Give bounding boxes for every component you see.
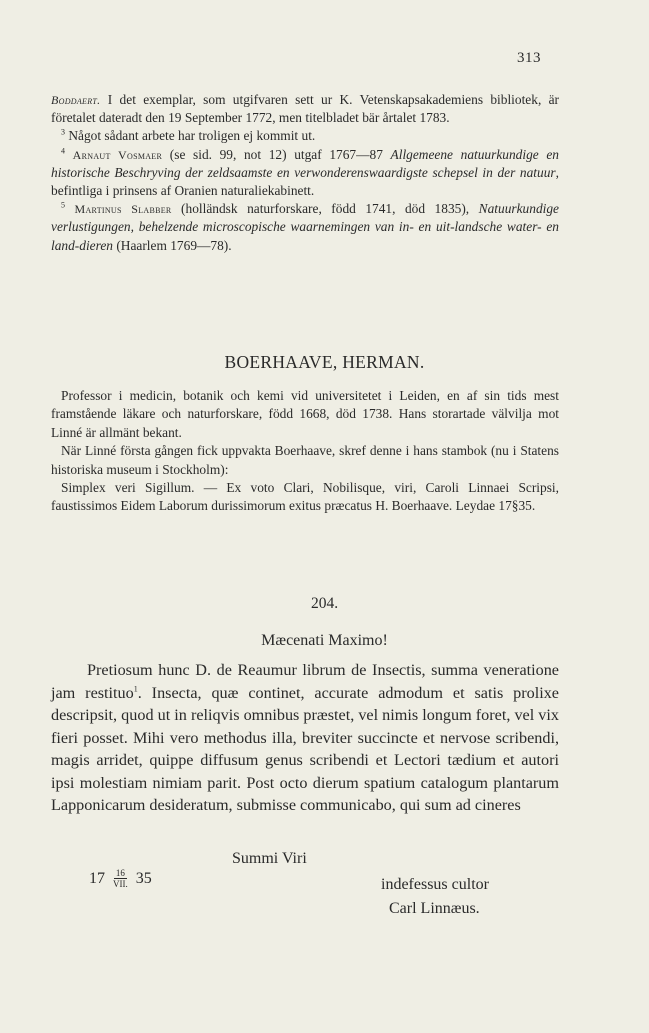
footnote-author: Boddaert. (51, 93, 101, 107)
footnote-continuation: Boddaert. I det exemplar, som utgifvaren sett ur K. Vetenskapsakademiens bibliotek, är företalet dateradt den 19 September 1772, men titelbladet bär årtalet 1783. (51, 92, 559, 126)
date-fraction: $\frac{16}{\text{VII.}}$ (113, 868, 128, 889)
intro-paragraph-1: Professor i medicin, botanik och kemi vid universitetet i Leiden, en af sin tids mest framstående läkare och naturforskare, född 1668, död 1738. Hans storartade välvilja mot Linné är allmänt bekant. (51, 388, 559, 440)
letter-body (51, 659, 559, 817)
footnote-5: $^5$ Martinus Slabber (holländsk naturforskare, född 1741, död 1835), Natuurkundige verlustigungen, behelzende microscopische waarnemingen van in- en uit-landsche water- en land-dieren (Haarlem 1769—78). (51, 200, 559, 253)
signature-name: Carl Linnæus. (389, 900, 480, 917)
letter-number: 204. (310, 595, 339, 612)
intro-text (51, 387, 559, 516)
intro-paragraph-2: När Linné första gången fick uppvakta Boerhaave, skref denne i hans stambok (nu i Statens historiska museum i Stockholm): (51, 443, 559, 477)
page-number: 313 (517, 50, 541, 66)
letter-date: 17 $\frac{16}{\text{VII.}}$ 35 (89, 868, 152, 889)
salutation: Mæcenati Maximo! (261, 632, 388, 649)
intro-paragraph-3: Simplex veri Sigillum. — Ex voto Clari, Nobilisque, viri, Caroli Linnaei Scripsi, faustissimos Eidem Laborum durissimorum exitus præcatus H. Boerhaave. Leydae 17§35. (51, 480, 559, 514)
footnotes (51, 91, 559, 255)
closing: Summi Viri (232, 850, 307, 867)
footnote-3: $^3$ Något sådant arbete har troligen ej kommit ut. (61, 127, 316, 144)
footnote-4: $^4$ Arnaut Vosmaer (se sid. 99, not 12) utgaf 1767—87 Allgemeene natuurkundige en historische Beschryving der zeldsaamste en verwonderenswaardigste schepsel in der natuur, befintliga i prinsens af Oranien naturaliekabinett. (51, 146, 559, 199)
letter-note-mark: 1 (133, 684, 138, 694)
letter-paragraph: Pretiosum hunc D. de Reaumur librum de Insectis, summa veneratione jam restituo$^1$. Insecta, quæ continet, accurate admodum et satis prolixe descripsit, quod ut in reliqvis omnibus præstet, vel nimis longum foret, vel vix fieri posset. Mihi vero methodus illa, breviter succincte et nervose scribendi, magis arridet, quippe diffusum genus scribendi et Lectori tædium et autori ipsi molestiam nimiam parit. Post octo dierum spatium catalogum plantarum Lapponicarum desideratum, submisse communicabo, qui sum ad cineres (51, 661, 559, 814)
signature-line-1: indefessus cultor (381, 876, 489, 893)
section-heading: BOERHAAVE, HERMAN. (224, 352, 425, 372)
